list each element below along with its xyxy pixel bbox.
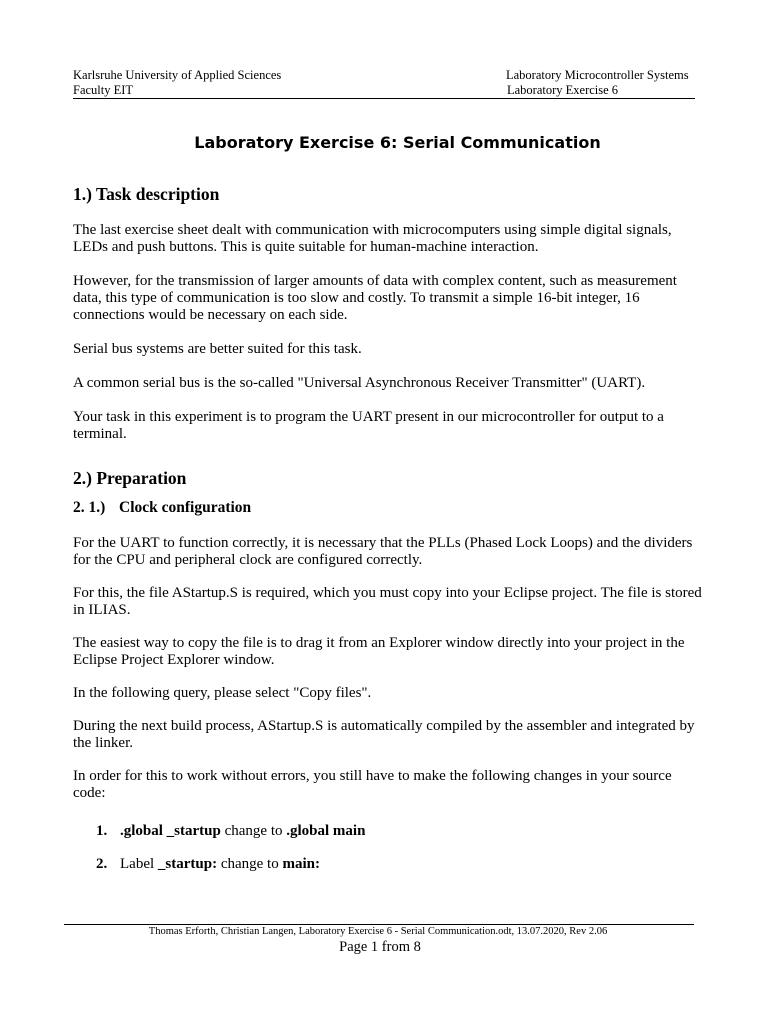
header-right: [506, 68, 689, 97]
list-item: [73, 823, 703, 840]
header-divider: [73, 98, 695, 99]
list-item-number: 2.: [96, 856, 108, 872]
code-new: .global main: [286, 823, 366, 839]
subsection-heading-clock-configuration: [73, 499, 703, 517]
paragraph: Your task in this experiment is to program the UART present in our microcontroller for output to a terminal.: [73, 409, 664, 442]
paragraph: During the next build process, AStartup.S is automatically compiled by the assembler and integrated by the linker.: [73, 718, 695, 751]
code-old: .global _startup: [120, 823, 221, 839]
section-heading-preparation: 2.) Preparation: [73, 468, 187, 488]
list-item-text: change to: [220, 823, 287, 839]
code-old: _startup:: [157, 856, 218, 872]
document-body: [73, 183, 703, 873]
list-item-prefix: Label: [120, 856, 158, 872]
page-number: Page 1 from 8: [339, 939, 421, 955]
paragraph: A common serial bus is the so-called "Universal Asynchronous Receiver Transmitter" (UART).: [73, 375, 646, 391]
paragraph: In order for this to work without errors, you still have to make the following changes in your source code:: [73, 768, 672, 801]
page-title: Laboratory Exercise 6: Serial Communication: [194, 133, 601, 152]
footer-info: Thomas Erforth, Christian Langen, Laboratory Exercise 6 - Serial Communication.odt, 13.07.2020, Rev 2.06: [148, 926, 608, 937]
change-list: [73, 823, 703, 873]
paragraph: Serial bus systems are better suited for this task.: [73, 341, 362, 357]
header-university: Karlsruhe University of Applied Sciences: [73, 68, 282, 82]
paragraph: The easiest way to copy the file is to drag it from an Explorer window directly into your project in the Eclipse Project Explorer window.: [73, 635, 685, 668]
paragraph: However, for the transmission of larger amounts of data with complex content, such as measurement data, this type of communication is too slow and costly. To transmit a simple 16-bit integer, 16 connections would be necessary on each side.: [73, 273, 677, 323]
subsection-title: Clock configuration: [119, 499, 252, 516]
header-faculty: Faculty EIT: [73, 82, 134, 97]
code-new: main:: [282, 856, 320, 872]
header-course: Laboratory Microcontroller Systems: [506, 68, 689, 82]
paragraph: For the UART to function correctly, it is necessary that the PLLs (Phased Lock Loops) and the dividers for the CPU and peripheral clock are configured correctly.: [73, 535, 693, 568]
header-left: [73, 68, 281, 97]
list-item-text: change to: [217, 856, 283, 872]
list-item: [73, 856, 703, 873]
section-heading-task-description: 1.) Task description: [73, 184, 220, 204]
paragraph: The last exercise sheet dealt with communication with microcomputers using simple digital signals, LEDs and push buttons. This is quite suitable for human-machine interaction.: [73, 222, 672, 255]
header-exercise: Laboratory Exercise 6: [507, 82, 619, 97]
subsection-number: 2. 1.): [73, 499, 106, 516]
paragraph: For this, the file AStartup.S is required, which you must copy into your Eclipse project. The file is stored in ILIAS.: [73, 585, 702, 618]
list-item-number: 1.: [96, 823, 108, 839]
paragraph: In the following query, please select "Copy files".: [73, 685, 372, 701]
footer-divider: [64, 924, 694, 925]
